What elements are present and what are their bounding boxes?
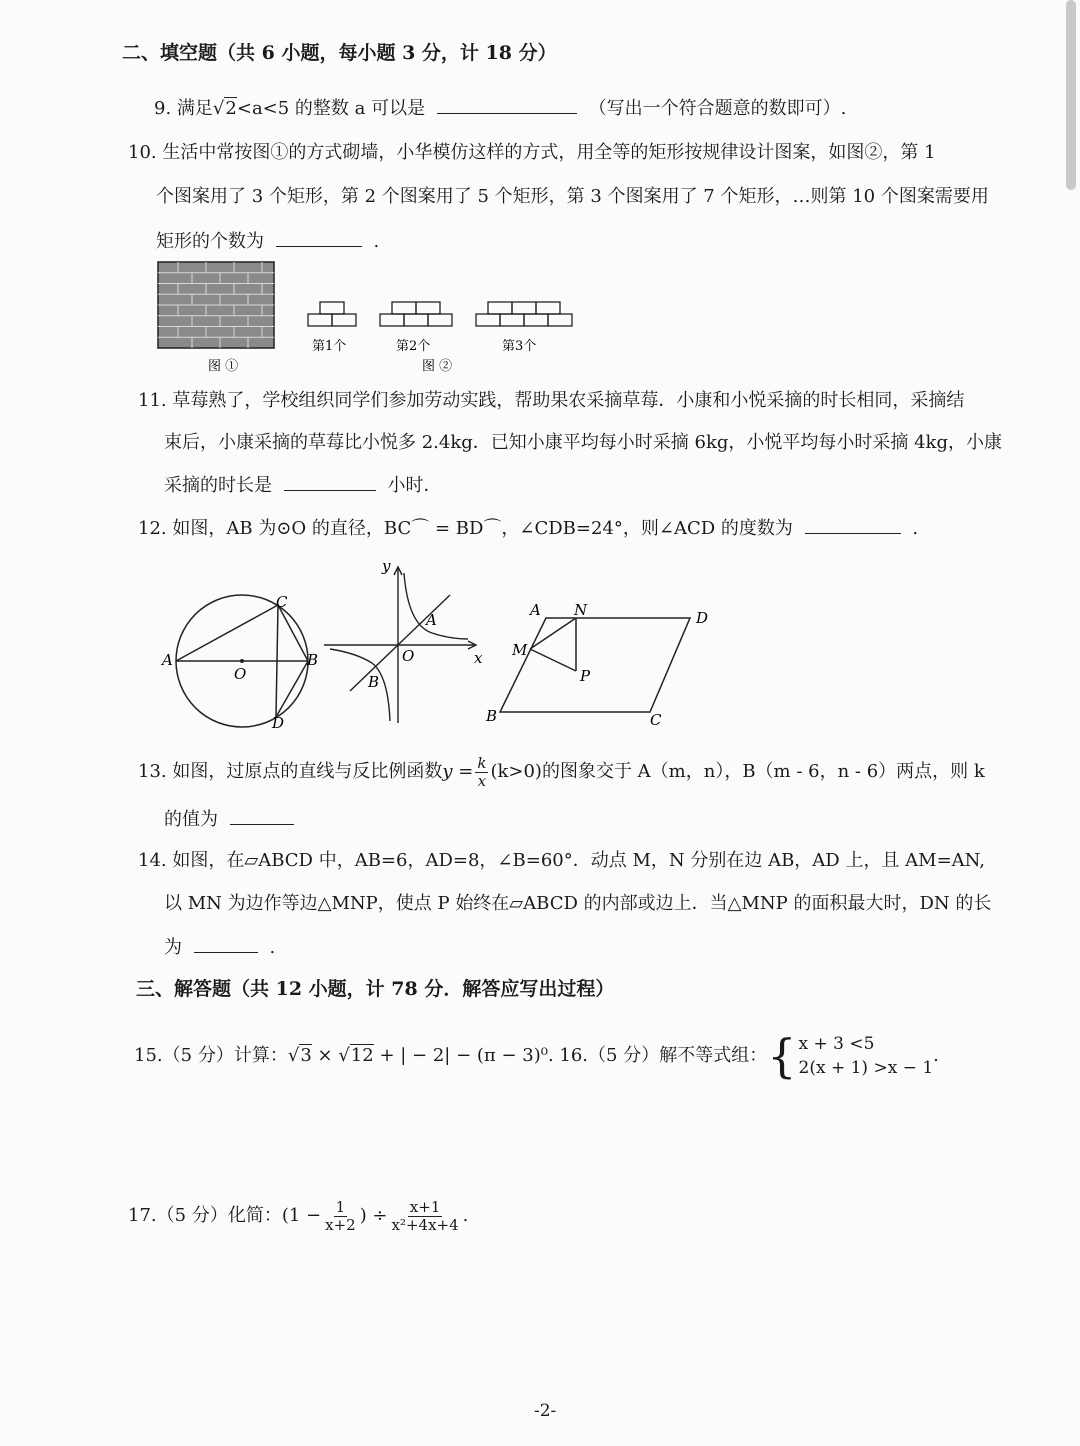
q16-row-1: x + 3 <5 [798,1034,875,1054]
q11-line1: 草莓熟了，学校组织同学们参加劳动实践，帮助果农采摘草莓．小康和小悦采摘的时长相同，采摘结 [172,390,965,411]
question-10-line1 [128,140,936,166]
axis-label-y: y [382,557,391,575]
q17-number: 17. [128,1205,157,1226]
question-10-line3 [156,228,379,255]
q13-line2: 的值为 [164,809,218,830]
q9-note: （写出一个符合题意的数即可）. [588,98,847,119]
pattern-label-2: 第2个 [396,339,431,354]
q14-end: . [269,937,276,958]
q12-number: 12. [138,518,167,539]
question-13 [138,752,985,792]
question-9: 9. 满足√2<a<5 的整数 a 可以是 （写出一个符合题意的数即可）. [154,95,846,122]
q13-frac-num: k [477,753,487,772]
q16-inequality-system [767,1029,934,1083]
q11-line3: 采摘的时长是 [164,475,272,496]
q11-number: 11. [138,390,167,411]
brace-icon: { [767,1029,797,1083]
pattern-label-1: 第1个 [312,339,347,354]
q16-row-2: 2(x + 1) >x − 1 [798,1058,934,1078]
q17-f1-den: x+2 [325,1215,356,1234]
q9-pre: 满足 [176,98,213,119]
q15-rest: + | − 2| − (π − 3)⁰. [379,1045,554,1066]
pattern-2 [380,302,452,326]
hyperbola-figure [324,567,476,723]
q13-y-eq: y = [442,761,474,782]
circle-label-b: B [307,651,319,669]
question-15-16: 15.（5 分）计算：√3 × √12 + | − 2| − (π − 3)⁰. 16.（5 分）解不等式组： { x + 3 <5 2(x + 1) >x − 1 . [134,1029,939,1083]
q17-fraction-2 [390,1199,461,1234]
figure-1-caption: 图 ① [208,359,239,374]
page-number: -2- [534,1401,557,1421]
q9-mid: <a<5 的整数 a 可以是 [236,98,426,119]
q14-answer-blank[interactable] [194,934,258,953]
q17-end: . [462,1205,469,1226]
q15-times: × [317,1045,333,1066]
q10-end: . [373,231,380,252]
question-11-line1 [138,388,964,414]
q11-line2: 束后，小康采摘的草莓比小悦多 2.4kg．已知小康平均每小时采摘 6kg，小悦平均每小时采摘 4kg，小康 [164,432,1002,453]
q9-sqrt: 2 [225,98,237,119]
q9-number: 9. [154,98,172,119]
axis-label-x: x [474,649,483,667]
q17-f2-num: x+1 [409,1197,441,1216]
hyperbola-label-b: B [368,673,380,691]
q14-line3: 为 [164,937,182,958]
q12-end: . [912,518,919,539]
q11-end: 小时． [387,475,442,496]
question-12 [138,515,918,542]
q17-f1-num: 1 [335,1197,346,1216]
q13-pre: 如图，过原点的直线与反比例函数 [172,761,443,782]
q13-answer-blank[interactable] [230,806,294,825]
q15-number: 15. [134,1045,163,1066]
q13-fraction [475,755,488,790]
para-label-d: D [696,609,709,627]
q13-number: 13. [138,761,167,782]
pattern-3 [476,302,572,326]
question-11-line3 [164,472,441,499]
q15-sqrt-1: 3 [300,1045,312,1066]
q16-label: （5 分）解不等式组： [588,1045,768,1066]
parallelogram-figure [500,618,690,712]
circle-label-a: A [162,651,173,669]
q10-line3: 矩形的个数为 [156,231,264,252]
figure-2-caption: 图 ② [422,359,453,374]
q10-line2: 个图案用了 3 个矩形，第 2 个图案用了 5 个矩形，第 3 个图案用了 7 个矩形，…则第 10 个图案需要用 [156,186,989,207]
q10-answer-blank[interactable] [276,228,362,247]
q14-line1: 如图，在▱ABCD 中，AB=6，AD=8，∠B=60°．动点 M，N 分别在边 AB，AD 上，且 AM=AN, [172,850,986,871]
q13-post: (k>0)的图象交于 A（m，n），B（m - 6，n - 6）两点，则 k [490,761,985,782]
q17-label: （5 分）化简： [156,1205,282,1226]
q12-text: 如图，AB 为⊙O 的直径，BC⌒ = BD⌒，∠CDB=24°，则∠ACD 的度数为 [172,518,793,539]
q16-end: . [933,1045,939,1066]
q16-number: 16. [559,1045,589,1066]
brick-wall-figure [158,262,274,348]
geometry-figures [150,555,730,735]
circle-label-d: D [272,714,285,732]
hyperbola-label-o: O [402,647,415,665]
para-label-a: A [530,601,541,619]
section-two-heading: 二、填空题（共 6 小题，每小题 3 分，计 18 分） [122,42,557,64]
q10-number: 10. [128,142,157,163]
q14-line2: 以 MN 为边作等边△MNP，使点 P 始终在▱ABCD 的内部或边上．当△MNP 的面积最大时，DN 的长 [164,893,992,914]
para-label-b: B [486,707,498,725]
q17-f2-den: x²+4x+4 [391,1215,459,1234]
q10-figures [150,258,590,376]
q15-sqrt-2: 12 [350,1045,374,1066]
pattern-label-3: 第3个 [502,339,537,354]
q17-fraction-1 [323,1199,358,1234]
q14-number: 14. [138,850,167,871]
pattern-1 [308,302,356,326]
q13-frac-den: x [477,771,487,790]
para-label-n: N [574,601,588,619]
question-17 [128,1194,468,1238]
q10-line1: 生活中常按图①的方式砌墙，小华模仿这样的方式，用全等的矩形按规律设计图案，如图②，第 1 [162,142,936,163]
circle-label-o: O [234,665,247,683]
para-label-m: M [512,641,528,659]
scrollbar[interactable] [1066,0,1076,190]
circle-label-c: C [276,593,288,611]
q15-label: （5 分）计算： [162,1045,288,1066]
question-14-line1 [138,848,985,874]
q17-open: (1 − [281,1205,322,1226]
q9-answer-blank[interactable] [437,95,577,114]
question-13-line2 [164,806,300,833]
para-label-p: P [580,667,591,685]
hyperbola-label-a: A [426,611,437,629]
q11-answer-blank[interactable] [284,472,376,491]
section-three-heading: 三、解答题（共 12 小题，计 78 分．解答应写出过程） [136,978,615,1000]
para-label-c: C [650,711,662,729]
question-14-line3 [164,934,275,961]
q12-answer-blank[interactable] [805,515,901,534]
q17-close: ) ÷ [359,1205,388,1226]
